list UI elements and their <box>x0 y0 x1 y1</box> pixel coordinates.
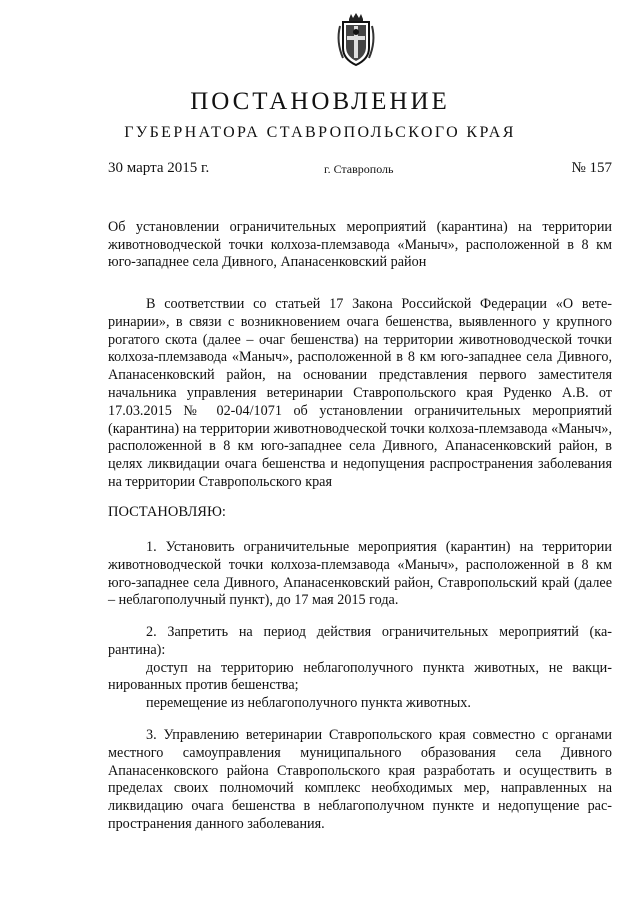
item-3-paragraph: 3. Управлению ветеринарии Ставропольского края совместно с органами местного самоуправления муниципального образования села Дивного Апанасенковского района Ставропольского края разработать и осуществить в пределах своих полномочий комплекс необходимых мер, направленных на ликвидацию очага бешенства в неблагополучном пункте и недопущение распространения данного заболевания. <box>108 727 612 832</box>
item-2-paragraph: 2. Запретить на период действия ограничительных мероприятий (карантина): <box>108 624 612 658</box>
item-2-sub-2: перемещение из неблагополучного пункта животных. <box>146 695 471 712</box>
item-2-sub-1: доступ на территорию неблагополучного пункта животных, не вакцинированных против бешенства; <box>108 659 612 694</box>
decree-word: ПОСТАНОВЛЯЮ: <box>108 504 226 520</box>
preamble-paragraph: В соответствии со статьей 17 Закона Российской Федерации «О ветеринарии», в связи с возникновением очага бешенства, выявленного у крупного рогатого скота (далее – очаг бешенства) на территории животноводческой точки колхоза-племзавода «Маныч», расположенной в 8 км юго-западнее села Дивного, Апанасенковский район, на основании представления первого заместителя начальника управления ветеринарии Ставропольского края Руденко А.В. от 17.03.2015 № 02-04/1071 об установлении ограничительных мероприятий (карантина) на территории животноводческой точки колхоза-племзавода «Маныч», расположенной в 8 км юго-западнее села Дивного, Апанасенковский район, в целях ликвидации очага бешенства и недопущения распространения заболевания на территории Ставропольского края <box>108 296 612 490</box>
item-3-block <box>108 727 612 834</box>
document-date: 30 марта 2015 г. <box>108 160 210 176</box>
item-1-block <box>108 539 612 610</box>
item-2-block <box>108 624 612 713</box>
document-number: № 157 <box>571 160 612 176</box>
coat-of-arms-icon <box>334 12 378 68</box>
document-subtitle: ГУБЕРНАТОРА СТАВРОПОЛЬСКОГО КРАЯ <box>124 124 516 141</box>
document-title: ПОСТАНОВЛЕНИЕ <box>190 88 450 115</box>
preamble-block <box>108 296 612 492</box>
document-heading: Об установлении ограничительных мероприятий (карантина) на территории животноводческой точки колхоза-племзавода «Маныч», расположенной в 8 км юго-западнее села Дивного, Апанасенковский район <box>108 219 612 270</box>
item-1-paragraph: 1. Установить ограничительные мероприятия (карантин) на территории животноводческой точки колхоза-племзавода «Маныч», расположенной в 8 км юго-западнее села Дивного, Апанасенковский район, Ставропольский край (далее – неблагополучный пункт), до 17 мая 2015 года. <box>108 539 612 609</box>
document-city: г. Ставрополь <box>324 162 394 176</box>
